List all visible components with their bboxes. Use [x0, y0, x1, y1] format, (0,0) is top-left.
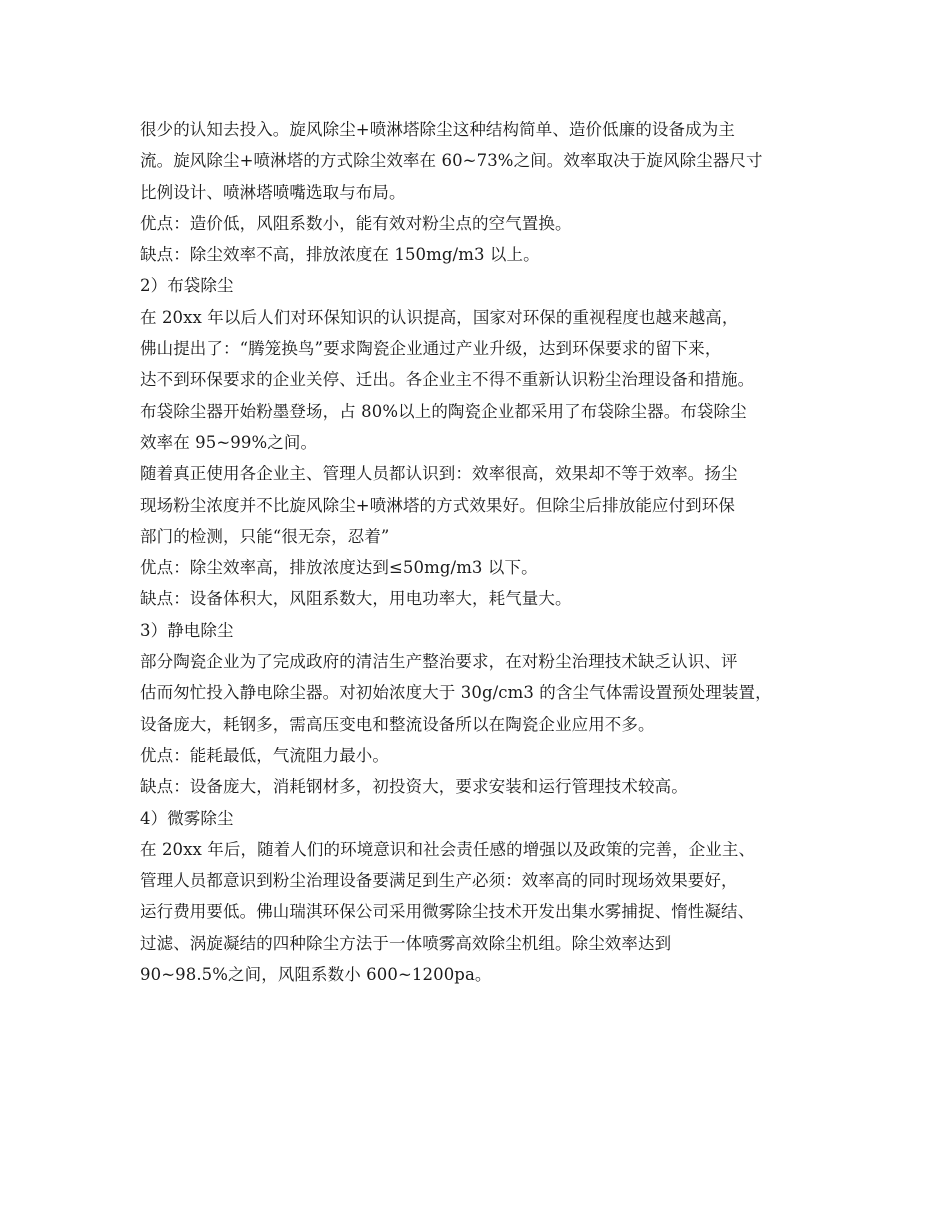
- text-line: 佛山提出了：“腾笼换鸟”要求陶瓷企业通过产业升级，达到环保要求的留下来，: [140, 339, 722, 359]
- text-line: 达不到环保要求的企业关停、迁出。各企业主不得不重新认识粉尘治理设备和措施。: [140, 370, 755, 390]
- text-line: 管理人员都意识到粉尘治理设备要满足到生产必须：效率高的同时现场效果要好，: [140, 871, 738, 891]
- text-line: 在 20xx 年以后人们对环保知识的认识提高，国家对环保的重视程度也越来越高，: [140, 307, 739, 327]
- text-line: 流。旋风除尘+喷淋塔的方式除尘效率在 60~73%之间。效率取决于旋风除尘器尺寸: [140, 151, 763, 171]
- text-line: 部分陶瓷企业为了完成政府的清洁生产整治要求，在对粉尘治理技术缺乏认识、评: [140, 652, 738, 672]
- text-line: 90~98.5%之间，风阻系数小 600~1200pa。: [140, 965, 492, 985]
- disadvantages-line: 缺点：设备庞大，消耗钢材多，初投资大，要求安装和运行管理技术较高。: [140, 777, 688, 797]
- text-line: 在 20xx 年后，随着人们的环境意识和社会责任感的增强以及政策的完善，企业主、: [140, 839, 756, 859]
- advantages-line: 优点：除尘效率高，排放浓度达到≤50mg/m3 以下。: [140, 558, 538, 578]
- document-body: [140, 114, 820, 990]
- section-heading: 2）布袋除尘: [140, 276, 234, 296]
- advantages-line: 优点：能耗最低，气流阻力最小。: [140, 745, 389, 765]
- text-line: 现场粉尘浓度并不比旋风除尘+喷淋塔的方式效果好。但除尘后排放能应付到环保: [140, 495, 735, 515]
- text-line: 设备庞大，耗钢多，需高压变电和整流设备所以在陶瓷企业应用不多。: [140, 714, 655, 734]
- text-line: 布袋除尘器开始粉墨登场，占 80%以上的陶瓷企业都采用了布袋除尘器。布袋除尘: [140, 401, 747, 421]
- text-line: 过滤、涡旋凝结的四种除尘方法于一体喷雾高效除尘机组。除尘效率达到: [140, 933, 672, 953]
- text-line: 估而匆忙投入静电除尘器。对初始浓度大于 30g/cm3 的含尘气体需设置预处理装置，: [140, 683, 772, 703]
- text-line: 比例设计、喷淋塔喷嘴选取与布局。: [140, 182, 406, 202]
- text-line: 运行费用要低。佛山瑞淇环保公司采用微雾除尘技术开发出集水雾捕捉、惰性凝结、: [140, 902, 755, 922]
- text-line: 随着真正使用各企业主、管理人员都认识到：效率很高，效果却不等于效率。扬尘: [140, 464, 738, 484]
- text-line: 部门的检测，只能“很无奈，忍着”: [140, 526, 390, 546]
- disadvantages-line: 缺点：除尘效率不高，排放浓度在 150mg/m3 以上。: [140, 245, 540, 265]
- disadvantages-line: 缺点：设备体积大，风阻系数大，用电功率大，耗气量大。: [140, 589, 572, 609]
- text-line: 很少的认知去投入。旋风除尘+喷淋塔除尘这种结构简单、造价低廉的设备成为主: [140, 120, 735, 139]
- section-heading: 4）微雾除尘: [140, 808, 234, 828]
- advantages-line: 优点：造价低，风阻系数小，能有效对粉尘点的空气置换。: [140, 213, 572, 233]
- section-heading: 3）静电除尘: [140, 620, 234, 640]
- text-line: 效率在 95~99%之间。: [140, 432, 318, 452]
